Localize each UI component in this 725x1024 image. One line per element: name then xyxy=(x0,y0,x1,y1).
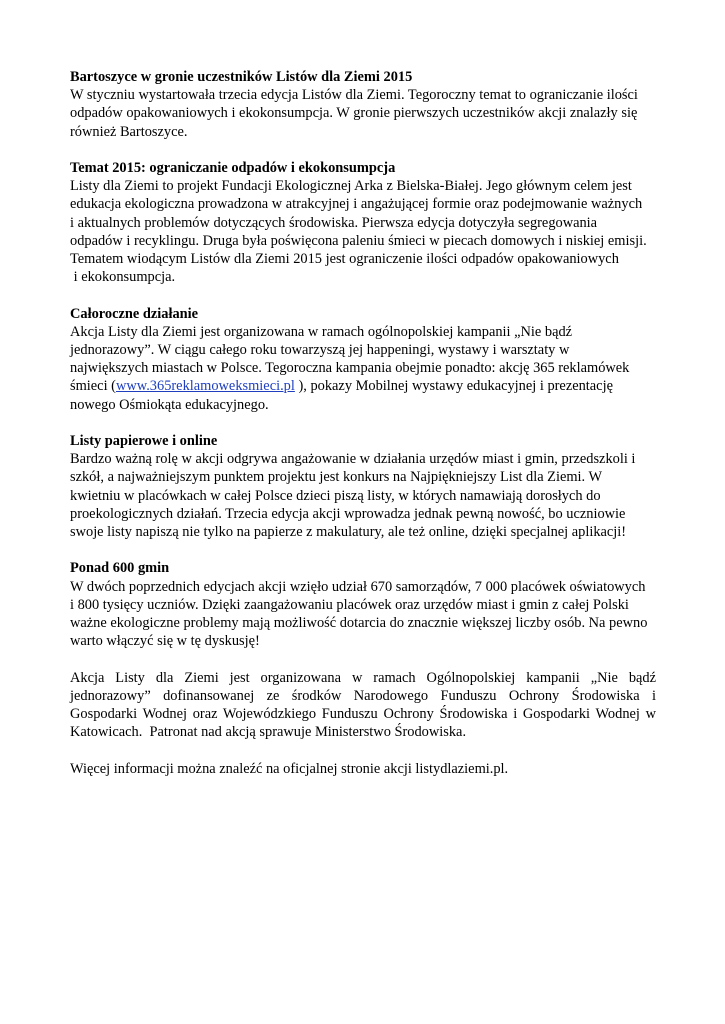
section-listy-papierowe xyxy=(70,432,656,541)
section-ponad-600-gmin xyxy=(70,559,656,650)
document-page xyxy=(70,68,656,796)
paragraph-line: Tematem wiodącym Listów dla Ziemi 2015 jest ograniczenie ilości odpadów opakowaniowych xyxy=(70,251,619,268)
link-line-before: śmieci ( xyxy=(70,378,116,395)
closing-paragraph xyxy=(70,760,656,778)
paragraph-line-with-link xyxy=(70,377,656,395)
section-bartoszyce xyxy=(70,68,656,141)
paragraph-line: i ekokonsumpcja. xyxy=(70,269,176,286)
justified-line: Akcja Listy dla Ziemi jest organizowana w ramach Ogólnopolskiej kampanii „Nie bądź xyxy=(70,669,656,686)
section-heading: Całoroczne działanie xyxy=(70,305,199,322)
paragraph-line: W styczniu wystartowała trzecia edycja Listów dla Ziemi. Tegoroczny temat to ograniczanie ilości xyxy=(70,87,638,104)
paragraph-line: Listy dla Ziemi to projekt Fundacji Ekologicznej Arka z Bielska-Białej. Jego głównym celem jest xyxy=(70,178,632,195)
paragraph-line: szkół, a najważniejszym punktem projektu jest konkurs na Najpiękniejszy List dla Ziemi. W xyxy=(70,469,603,486)
paragraph-line: największych miastach w Polsce. Tegoroczna kampania obejmie ponadto: akcję 365 reklamówek xyxy=(70,360,630,377)
closing-line: Więcej informacji można znaleźć na oficjalnej stronie akcji listydlaziemi.pl. xyxy=(70,760,509,777)
section-heading: Temat 2015: ograniczanie odpadów i ekokonsumpcja xyxy=(70,160,396,176)
justified-line: Gospodarki Wodnej oraz Wojewódzkiego Funduszu Ochrony Środowiska i Gospodarki Wodnej w xyxy=(70,706,656,723)
paragraph-line: i 800 tysięcy uczniów. Dzięki zaangażowaniu placówek oraz urzędów miast i gmin z całej Polski xyxy=(70,596,629,613)
paragraph-line: proekologicznych działań. Trzecia edycja akcji wprowadza jednak pewną nowość, bo uczniowie xyxy=(70,505,626,522)
paragraph-line: odpadów i recyklingu. Druga była poświęcona paleniu śmieci w piecach domowych i niskiej emisji. xyxy=(70,232,647,249)
paragraph-line: również Bartoszyce. xyxy=(70,123,188,140)
section-temat-2015 xyxy=(70,159,656,286)
paragraph-line: warto włączyć się w tę dyskusję! xyxy=(70,633,260,650)
paragraph-line: Akcja Listy dla Ziemi jest organizowana w ramach ogólnopolskiej kampanii „Nie bądź xyxy=(70,323,573,340)
paragraph-line: Bardzo ważną rolę w akcji odgrywa angażowanie w działania urzędów miast i gmin, przedszkoli i xyxy=(70,451,636,468)
paragraph-line: odpadów opakowaniowych i ekokonsumpcja. W gronie pierwszych uczestników akcji znalazły się xyxy=(70,105,638,122)
paragraph-line: i aktualnych problemów dotyczących środowiska. Pierwsza edycja dotyczyła segregowania xyxy=(70,214,598,231)
paragraph-line: W dwóch poprzednich edycjach akcji wzięło udział 670 samorządów, 7 000 placówek oświatowych xyxy=(70,578,646,595)
campaign-website-link[interactable]: www.365reklamoweksmieci.pl xyxy=(115,378,295,395)
paragraph-line: kwietniu w placówkach w całej Polsce dzieci piszą listy, w których namawiają dorosłych do xyxy=(70,487,601,504)
section-heading: Ponad 600 gmin xyxy=(70,560,170,577)
sponsor-paragraph xyxy=(70,669,656,742)
paragraph-line: nowego Ośmiokąta edukacyjnego. xyxy=(70,396,269,413)
paragraph-line: ważne ekologiczne problemy mają możliwość dotarcia do znacznie większej liczby osób. Na pewno xyxy=(70,615,648,632)
paragraph-line: edukacja ekologiczna prowadzona w atrakcyjnej i angażującej formie oraz podejmowanie ważnych xyxy=(70,196,643,213)
section-caloroczne-dzialanie xyxy=(70,305,656,414)
link-line-after: ), pokazy Mobilnej wystawy edukacyjnej i prezentację xyxy=(294,378,613,395)
paragraph-line: jednorazowy”. W ciągu całego roku towarzyszą jej happeningi, wystawy i warsztaty w xyxy=(70,342,570,359)
section-heading: Listy papierowe i online xyxy=(70,433,218,450)
justified-line: jednorazowy” dofinansowanej ze środków Narodowego Funduszu Ochrony Środowiska i xyxy=(70,687,656,704)
justified-last-line: Katowicach. Patronat nad akcją sprawuje Ministerstwo Środowiska. xyxy=(70,724,467,741)
paragraph-line: swoje listy napiszą nie tylko na papierze z makulatury, ale też online, dzięki specjalnej aplikacji! xyxy=(70,524,627,541)
section-heading: Bartoszyce w gronie uczestników Listów dla Ziemi 2015 xyxy=(70,69,413,85)
